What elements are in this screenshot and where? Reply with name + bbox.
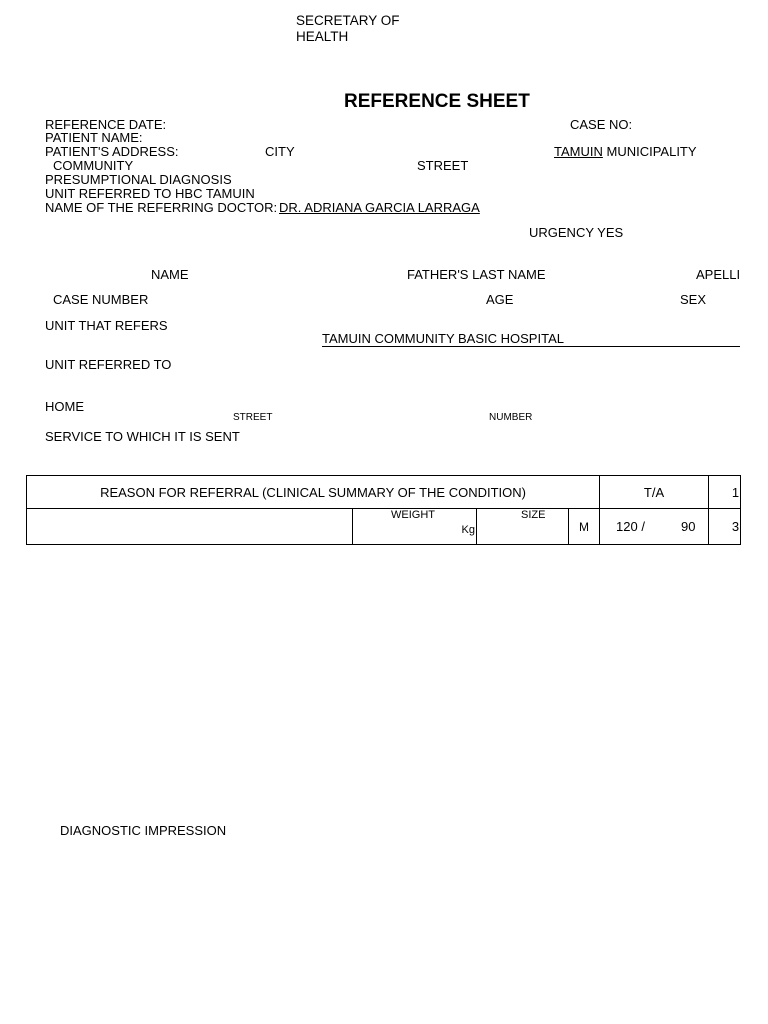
home-number-label: NUMBER [489,412,533,423]
weight-cell[interactable] [353,509,477,545]
reason-input-cell[interactable] [27,509,353,545]
community-label: COMMUNITY [53,158,134,173]
street-label: STREET [417,158,469,173]
diagnostic-impression-label: DIAGNOSTIC IMPRESSION [60,823,227,838]
m-cell [569,509,600,545]
referral-table [26,475,741,545]
name-label: NAME [151,267,189,282]
city-label: CITY [265,144,295,159]
municipality-label: MUNICIPALITY [606,144,697,159]
home-label: HOME [45,399,84,414]
age-label: AGE [486,292,514,307]
apelli-label: APELLI [696,268,740,281]
ta-label: T/A [643,484,665,500]
size-label: SIZE [521,509,546,521]
urgency-label: URGENCY YES [529,225,624,240]
sex-label: SEX [680,292,707,307]
unit-that-refers-label: UNIT THAT REFERS [45,318,168,333]
org-line-2: HEALTH [296,29,349,44]
table-row [27,509,741,545]
bp-systolic: 120 / [616,519,645,534]
municipality-name: TAMUIN [554,144,603,159]
patient-address-label: PATIENT'S ADDRESS: [45,144,179,159]
case-number-label: CASE NUMBER [53,292,149,307]
referring-doctor-value: DR. ADRIANA GARCIA LARRAGA [279,200,480,215]
kg-label: Kg [461,524,475,536]
reason-header: REASON FOR REFERRAL (CLINICAL SUMMARY OF THE CONDITION) [100,484,526,500]
patient-name-label: PATIENT NAME: [45,130,143,145]
unit-referred-to-label: UNIT REFERRED TO [45,357,172,372]
bp-diastolic: 90 [681,519,696,534]
referring-doctor-label: NAME OF THE REFERRING DOCTOR: [45,200,278,215]
page-title: REFERENCE SHEET [344,91,530,112]
table-row [27,476,741,509]
m-label: M [579,519,590,534]
service-label: SERVICE TO WHICH IT IS SENT [45,429,240,444]
last-bottom-cell [709,509,741,545]
home-street-label: STREET [233,412,273,423]
ta-cell [600,476,709,509]
case-no-label: CASE NO: [570,117,633,132]
presumptional-diagnosis-label: PRESUMPTIONAL DIAGNOSIS [45,172,232,187]
size-cell[interactable] [477,509,569,545]
last-bottom-value: 3 [731,519,740,534]
last-top-value: 1 [731,484,740,500]
unit-referred-hbc-label: UNIT REFERRED TO HBC TAMUIN [45,186,255,201]
unit-that-refers-underline [322,346,740,347]
org-line-1: SECRETARY OF [296,13,400,28]
weight-label: WEIGHT [391,509,435,521]
bp-cell[interactable] [600,509,709,545]
municipality-field [554,145,697,158]
reason-header-cell [27,476,600,509]
fathers-last-name-label: FATHER'S LAST NAME [407,267,546,282]
last-top-cell [709,476,741,509]
unit-that-refers-value: TAMUIN COMMUNITY BASIC HOSPITAL [322,331,564,346]
reference-date-label: REFERENCE DATE: [45,117,167,132]
